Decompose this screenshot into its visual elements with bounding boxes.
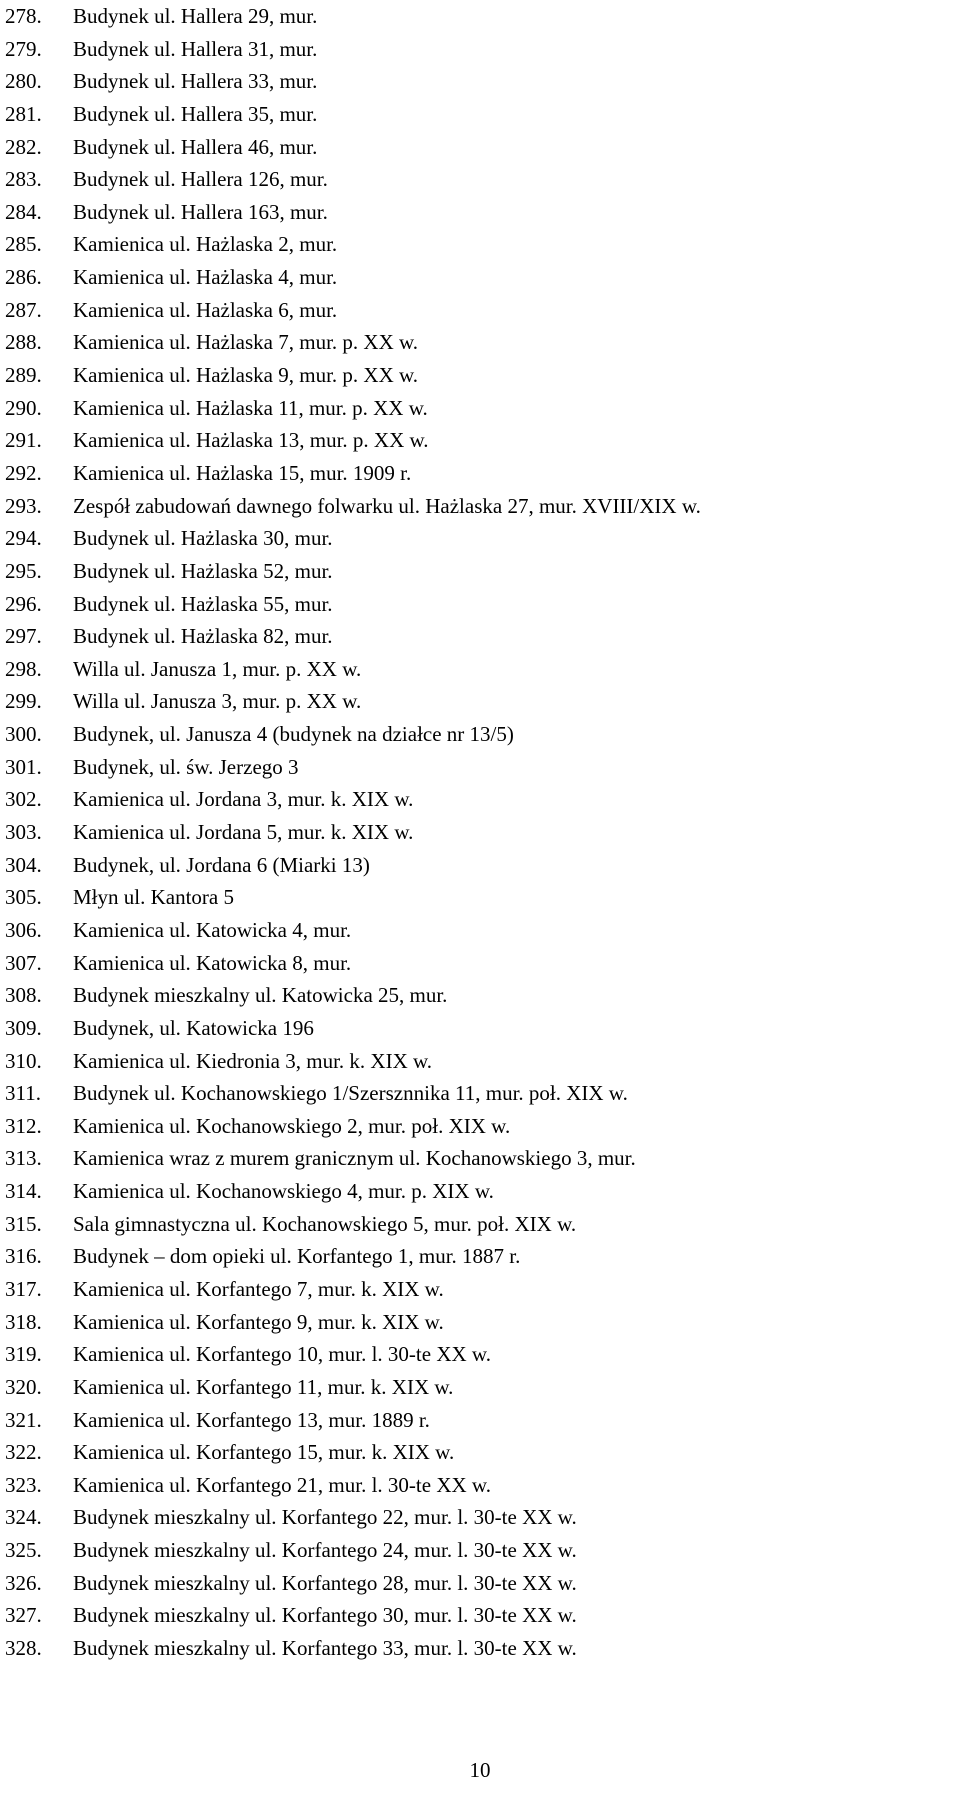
list-item (0, 1501, 960, 1534)
list-item (0, 783, 960, 816)
item-number: 312. (5, 1113, 42, 1138)
item-number: 328. (5, 1636, 42, 1661)
item-text: Budynek mieszkalny ul. Korfantego 22, mur. l. 30-te XX w. (73, 1505, 577, 1530)
item-number: 315. (5, 1211, 42, 1236)
item-number: 287. (5, 297, 42, 322)
list-item (0, 294, 960, 327)
item-text: Budynek, ul. Katowicka 196 (73, 1015, 314, 1040)
item-text: Młyn ul. Kantora 5 (73, 885, 234, 910)
list-item (0, 522, 960, 555)
item-text: Budynek ul. Hallera 126, mur. (73, 167, 328, 192)
list-item (0, 0, 960, 33)
item-text: Zespół zabudowań dawnego folwarku ul. Hażlaska 27, mur. XVIII/XIX w. (73, 493, 701, 518)
item-text: Kamienica ul. Hażlaska 7, mur. p. XX w. (73, 330, 419, 355)
list-item (0, 1567, 960, 1600)
list-item (0, 1110, 960, 1143)
item-number: 290. (5, 395, 42, 420)
item-text: Kamienica ul. Kochanowskiego 4, mur. p. XIX w. (73, 1179, 494, 1204)
item-number: 286. (5, 265, 42, 290)
item-text: Budynek ul. Hallera 31, mur. (73, 36, 318, 61)
item-number: 320. (5, 1374, 42, 1399)
item-text: Kamienica ul. Jordana 5, mur. k. XIX w. (73, 820, 414, 845)
item-number: 322. (5, 1440, 42, 1465)
item-number: 305. (5, 885, 42, 910)
list-item (0, 653, 960, 686)
item-number: 327. (5, 1603, 42, 1628)
item-text: Kamienica ul. Hażlaska 11, mur. p. XX w. (73, 395, 428, 420)
item-number: 296. (5, 591, 42, 616)
item-number: 295. (5, 558, 42, 583)
item-text: Kamienica ul. Korfantego 7, mur. k. XIX w. (73, 1276, 444, 1301)
list-item (0, 1338, 960, 1371)
item-number: 303. (5, 820, 42, 845)
item-number: 309. (5, 1015, 42, 1040)
list-item (0, 555, 960, 588)
item-text: Budynek ul. Hallera 163, mur. (73, 199, 328, 224)
list-item (0, 33, 960, 66)
list-item (0, 1306, 960, 1339)
item-number: 321. (5, 1407, 42, 1432)
item-number: 306. (5, 917, 42, 942)
list-item (0, 261, 960, 294)
list-item (0, 849, 960, 882)
item-text: Budynek ul. Hallera 33, mur. (73, 69, 318, 94)
item-number: 311. (5, 1081, 41, 1106)
item-number: 289. (5, 363, 42, 388)
item-number: 292. (5, 460, 42, 485)
list-item (0, 98, 960, 131)
list-item (0, 1077, 960, 1110)
item-text: Kamienica ul. Hażlaska 4, mur. (73, 265, 338, 290)
list-item (0, 1012, 960, 1045)
list-item (0, 1142, 960, 1175)
list-item (0, 65, 960, 98)
list-item (0, 1632, 960, 1665)
item-text: Kamienica wraz z murem granicznym ul. Kochanowskiego 3, mur. (73, 1146, 636, 1171)
item-text: Budynek, ul. Jordana 6 (Miarki 13) (73, 852, 370, 877)
list-item (0, 685, 960, 718)
item-text: Kamienica ul. Jordana 3, mur. k. XIX w. (73, 787, 414, 812)
item-text: Budynek mieszkalny ul. Korfantego 30, mur. l. 30-te XX w. (73, 1603, 577, 1628)
list-item (0, 914, 960, 947)
item-number: 283. (5, 167, 42, 192)
item-number: 285. (5, 232, 42, 257)
item-text: Budynek mieszkalny ul. Korfantego 28, mur. l. 30-te XX w. (73, 1570, 577, 1595)
list-item (0, 131, 960, 164)
item-text: Budynek – dom opieki ul. Korfantego 1, mur. 1887 r. (73, 1244, 521, 1269)
item-text: Budynek ul. Hallera 29, mur. (73, 4, 318, 28)
item-number: 302. (5, 787, 42, 812)
item-number: 314. (5, 1179, 42, 1204)
list-item (0, 1273, 960, 1306)
list-item (0, 816, 960, 849)
list-item (0, 457, 960, 490)
item-text: Budynek ul. Hażlaska 30, mur. (73, 526, 333, 551)
item-text: Budynek mieszkalny ul. Korfantego 33, mur. l. 30-te XX w. (73, 1636, 577, 1661)
item-number: 316. (5, 1244, 42, 1269)
item-number: 278. (5, 4, 42, 28)
item-number: 282. (5, 134, 42, 159)
list-item (0, 1371, 960, 1404)
list-item (0, 718, 960, 751)
list-item (0, 1404, 960, 1437)
item-text: Kamienica ul. Kochanowskiego 2, mur. poł. XIX w. (73, 1113, 511, 1138)
item-number: 307. (5, 950, 42, 975)
list-item (0, 1175, 960, 1208)
item-number: 318. (5, 1309, 42, 1334)
item-number: 298. (5, 656, 42, 681)
item-number: 304. (5, 852, 42, 877)
item-text: Budynek ul. Hażlaska 52, mur. (73, 558, 333, 583)
list-item (0, 1599, 960, 1632)
page-number: 10 (469, 1758, 491, 1782)
item-text: Budynek, ul. św. Jerzego 3 (73, 754, 299, 779)
item-number: 323. (5, 1472, 42, 1497)
list-item (0, 588, 960, 621)
item-text: Kamienica ul. Korfantego 9, mur. k. XIX w. (73, 1309, 444, 1334)
item-text: Willa ul. Janusza 1, mur. p. XX w. (73, 656, 362, 681)
list-item (0, 392, 960, 425)
item-number: 280. (5, 69, 42, 94)
item-number: 301. (5, 754, 42, 779)
item-text: Kamienica ul. Korfantego 15, mur. k. XIX w. (73, 1440, 455, 1465)
list-item (0, 1436, 960, 1469)
item-number: 324. (5, 1505, 42, 1530)
item-number: 317. (5, 1276, 42, 1301)
list-item (0, 1534, 960, 1567)
item-text: Willa ul. Janusza 3, mur. p. XX w. (73, 689, 362, 714)
item-text: Budynek, ul. Janusza 4 (budynek na działce nr 13/5) (73, 722, 514, 747)
item-text: Budynek ul. Hallera 46, mur. (73, 134, 318, 159)
item-number: 326. (5, 1570, 42, 1595)
item-text: Kamienica ul. Hażlaska 6, mur. (73, 297, 338, 322)
list-item (0, 326, 960, 359)
list-item (0, 359, 960, 392)
item-text: Kamienica ul. Katowicka 8, mur. (73, 950, 352, 975)
list-item (0, 228, 960, 261)
item-text: Kamienica ul. Korfantego 13, mur. 1889 r. (73, 1407, 430, 1432)
item-text: Kamienica ul. Hażlaska 13, mur. p. XX w. (73, 428, 429, 453)
item-number: 310. (5, 1048, 42, 1073)
item-number: 325. (5, 1538, 42, 1563)
list-item (0, 196, 960, 229)
item-number: 294. (5, 526, 42, 551)
item-text: Kamienica ul. Kiedronia 3, mur. k. XIX w. (73, 1048, 433, 1073)
item-number: 284. (5, 199, 42, 224)
list-item (0, 490, 960, 523)
item-number: 281. (5, 101, 42, 126)
item-text: Kamienica ul. Hażlaska 2, mur. (73, 232, 338, 257)
item-text: Kamienica ul. Hażlaska 9, mur. p. XX w. (73, 363, 419, 388)
item-text: Kamienica ul. Korfantego 11, mur. k. XIX w. (73, 1374, 454, 1399)
list-item (0, 1469, 960, 1502)
item-number: 313. (5, 1146, 42, 1171)
item-text: Budynek ul. Hażlaska 55, mur. (73, 591, 333, 616)
item-text: Budynek mieszkalny ul. Katowicka 25, mur. (73, 983, 448, 1008)
item-text: Budynek mieszkalny ul. Korfantego 24, mur. l. 30-te XX w. (73, 1538, 577, 1563)
list-item (0, 163, 960, 196)
list-item (0, 620, 960, 653)
item-text: Kamienica ul. Korfantego 21, mur. l. 30-te XX w. (73, 1472, 491, 1497)
list-item (0, 424, 960, 457)
item-text: Kamienica ul. Korfantego 10, mur. l. 30-te XX w. (73, 1342, 491, 1367)
list-item (0, 1240, 960, 1273)
item-number: 299. (5, 689, 42, 714)
item-text: Budynek ul. Hażlaska 82, mur. (73, 624, 333, 649)
item-number: 291. (5, 428, 42, 453)
list-item (0, 751, 960, 784)
item-number: 288. (5, 330, 42, 355)
item-text: Sala gimnastyczna ul. Kochanowskiego 5, mur. poł. XIX w. (73, 1211, 577, 1236)
item-number: 308. (5, 983, 42, 1008)
item-text: Kamienica ul. Hażlaska 15, mur. 1909 r. (73, 460, 412, 485)
item-number: 297. (5, 624, 42, 649)
item-number: 293. (5, 493, 42, 518)
list-item (0, 881, 960, 914)
item-text: Budynek ul. Kochanowskiego 1/Szersznnika 11, mur. poł. XIX w. (73, 1081, 628, 1106)
item-number: 319. (5, 1342, 42, 1367)
item-number: 300. (5, 722, 42, 747)
list-item (0, 1208, 960, 1241)
list-item (0, 979, 960, 1012)
item-text: Kamienica ul. Katowicka 4, mur. (73, 917, 352, 942)
item-number: 279. (5, 36, 42, 61)
list-item (0, 947, 960, 980)
list-item (0, 1045, 960, 1078)
item-text: Budynek ul. Hallera 35, mur. (73, 101, 318, 126)
